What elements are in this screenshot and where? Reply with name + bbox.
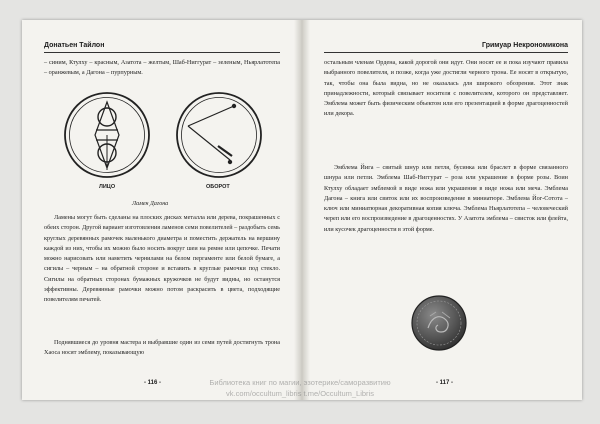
open-book — [22, 20, 582, 400]
figure-caption: Ламен Дагона — [132, 201, 169, 207]
lamen-back-emblem — [174, 90, 264, 180]
right-page-number: - 117 - — [436, 380, 454, 386]
left-page — [22, 20, 294, 400]
lamen-front-emblem — [62, 90, 152, 180]
right-paragraph-1: остальным членам Ордена, какой дорогой они идут. Они носят ее и пока изучают правила выбранного повелителя, и позже, когда уже достигли черного трона. Ее носят в открытую, так, чтобы она была видна, но не оказалась для широкого обозрения. Этот знак принадлежности, который связывает носителя с повелителем, которого он представляет. Эмблема может быть физическим объектом или его презентацией в форме драгоценностей или декора. — [324, 59, 568, 118]
coin-illustration — [410, 294, 468, 352]
book-gutter — [294, 20, 310, 400]
right-paragraph-2: Эмблема Йига – свитый шнур или петля, бусинка или браслет в форме связанного шнура или петли. Эмблема Шаб-Ниггурат – роза или украшение в форме розы. Воин Ктулху обладает эмблемой в виде ножа или украшения в виде ножа или меча. Эмблема Дагона – книга или свиток или их воспроизведение в миниатюре. Эмблема Йог-Сотота – ключ или миниатюрная декоративная копия ключа. Эмблема Ньярлатотепа – человеческий череп или его воспроизведение в драгоценностях. У Азатота эмблема – свисток или флейта, или кусочек драгоценности в этой форме. — [324, 164, 568, 233]
right-running-header: Гримуар Некрономикона — [482, 42, 568, 49]
back-label: ОБОРОТ — [206, 184, 230, 190]
left-header-rule — [44, 52, 280, 53]
left-page-number: - 116 - — [144, 380, 162, 386]
watermark-line-2: vk.com/occultum_libris t.me/Occultum_Libris — [226, 389, 374, 398]
right-page — [310, 20, 582, 400]
front-label: ЛИЦО — [99, 184, 116, 190]
watermark-line-1: Библиотека книг по магии, эзотерике/саморазвитию — [209, 378, 391, 387]
left-intro-text: – синим, Ктулху – красным, Азатота – желтым, Шаб-Ниггурат – зеленым, Ньярлатотепа – оранжевым, а Дагона – пурпурным. — [44, 59, 280, 77]
left-paragraph-2: Поднявшиеся до уровня мастера и выбравшие один из семи путей достигнуть трона Хаоса носят эмблему, показывающую — [44, 339, 280, 357]
left-running-header: Донатьен Тайлон — [44, 42, 105, 49]
left-paragraph-1: Ламены могут быть сделаны на плоских дисках металла или дерева, покрашенных с обеих сторон. Другой вариант изготовления ламенов семи повелителей – раздобыть семь круглых деревянных рамочек маленького диаметра и поместить держатель на вершину каждой из них, чтобы их можно было носить вокруг шеи на ремне или цепочке. Печати можно нарисовать или наметить чернилами на белом пергаменте или белой бумаге, а сигилы – черным – на обратной стороне и вставить в круглые рамочки под стекло. Сигилы на обратных сторонах бумажных кружочков не будут видны, но останутся эффективны. Деревянные рамочки можно потом раскрасить в цвета, подходящие повелителям печатей. — [44, 214, 280, 304]
right-header-rule — [324, 52, 568, 53]
